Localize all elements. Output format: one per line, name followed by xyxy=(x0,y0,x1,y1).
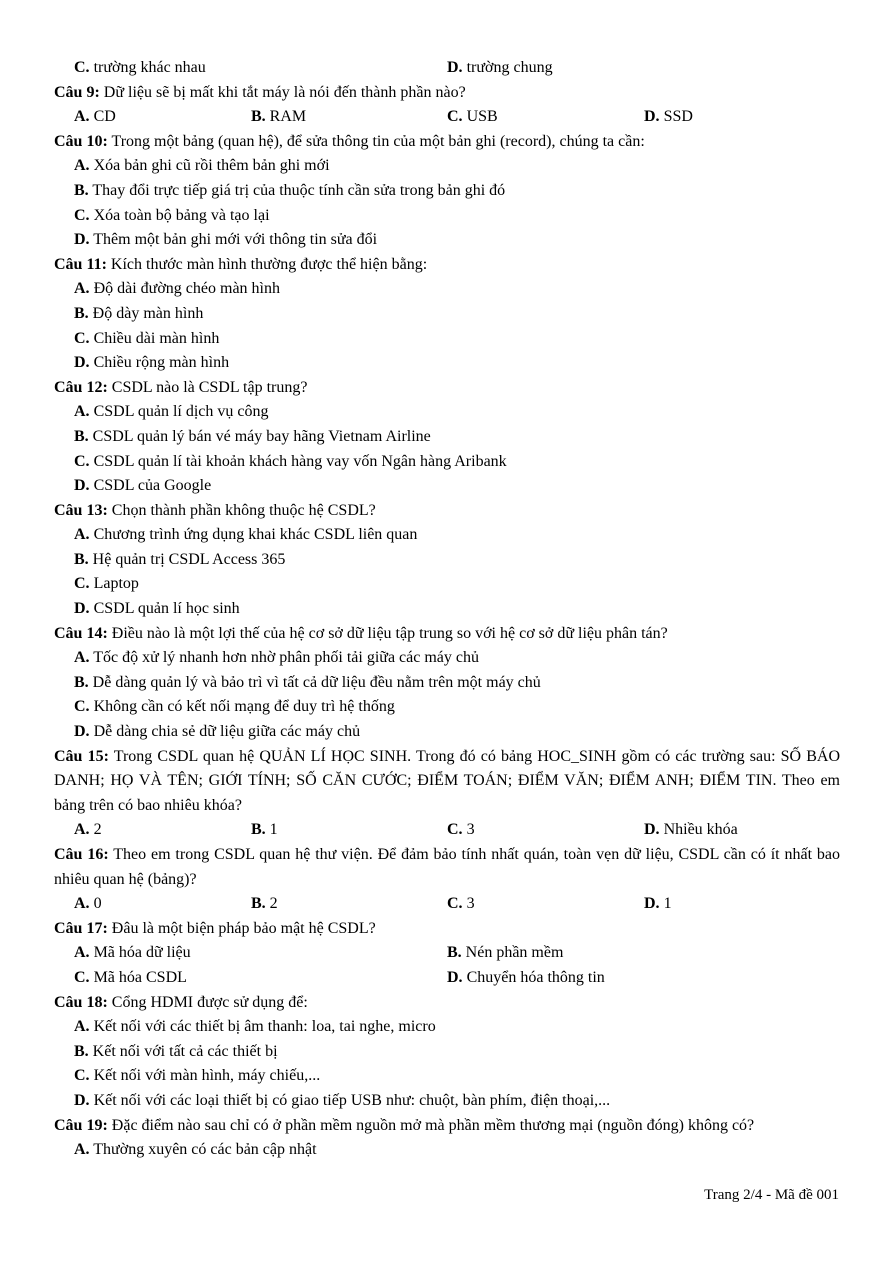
option-b: B. RAM xyxy=(251,108,307,126)
option-c: C. trường khác nhau xyxy=(74,59,206,76)
option-a: A. Xóa bản ghi cũ rồi thêm bản ghi mới xyxy=(74,157,330,175)
option-d: D. SSD xyxy=(644,108,693,126)
option-c: C. 3 xyxy=(447,895,475,913)
option-a: A. Thường xuyên có các bản cập nhật xyxy=(74,1141,317,1159)
option-d: D. Chiều rộng màn hình xyxy=(74,354,230,372)
option-c: C. Xóa toàn bộ bảng và tạo lại xyxy=(74,206,270,224)
option-b: B. 2 xyxy=(251,895,278,913)
option-a: A. 0 xyxy=(74,895,102,913)
option-c: C. CSDL quản lí tài khoản khách hàng vay vốn Ngân hàng Aribank xyxy=(74,452,507,470)
option-b: B. 1 xyxy=(251,821,278,839)
option-b: B. Hệ quản trị CSDL Access 365 xyxy=(74,550,286,568)
option-b: B. Dễ dàng quản lý và bảo trì vì tất cả dữ liệu đều nằm trên một máy chủ xyxy=(74,673,541,691)
option-a: A. Kết nối với các thiết bị âm thanh: loa, tai nghe, micro xyxy=(74,1018,436,1036)
option-d: D. CSDL của Google xyxy=(74,477,212,495)
question-9: Câu 9: Dữ liệu sẽ bị mất khi tắt máy là nói đến thành phần nào? xyxy=(54,83,466,101)
question-11: Câu 11: Kích thước màn hình thường được thể hiện bằng: xyxy=(54,255,428,273)
question-18: Câu 18: Cổng HDMI được sử dụng để: xyxy=(54,993,308,1011)
option-a: A. CSDL quản lí dịch vụ công xyxy=(74,403,269,421)
question-19: Câu 19: Đặc điểm nào sau chỉ có ở phần mềm nguồn mở mà phần mềm thương mại (nguồn đóng) không có? xyxy=(54,1116,755,1134)
page-footer: Trang 2/4 - Mã đề 001 xyxy=(704,1187,839,1203)
question-12: Câu 12: CSDL nào là CSDL tập trung? xyxy=(54,378,308,396)
option-d: D. trường chung xyxy=(447,59,553,76)
option-a: A. Tốc độ xử lý nhanh hơn nhờ phân phối tải giữa các máy chủ xyxy=(74,649,480,667)
option-c: C. Kết nối với màn hình, máy chiếu,... xyxy=(74,1067,321,1085)
option-c: C. Laptop xyxy=(74,575,139,593)
option-a: A. 2 xyxy=(74,821,102,839)
question-16: Câu 16: Theo em trong CSDL quan hệ thư viện. Để đảm bảo tính nhất quán, toàn vẹn dữ liệu, CSDL cần có ít nhất bao nhiêu quan hệ (bảng)? xyxy=(54,846,841,888)
question-10: Câu 10: Trong một bảng (quan hệ), để sửa thông tin của một bản ghi (record), chúng ta cần: xyxy=(54,132,645,150)
exam-page xyxy=(54,56,840,1163)
option-c: C. Không cần có kết nối mạng để duy trì hệ thống xyxy=(74,698,395,716)
question-13: Câu 13: Chọn thành phần không thuộc hệ CSDL? xyxy=(54,501,376,519)
option-b: B. CSDL quản lý bán vé máy bay hãng Vietnam Airline xyxy=(74,427,431,445)
question-17: Câu 17: Đâu là một biện pháp bảo mật hệ CSDL? xyxy=(54,919,376,937)
question-14: Câu 14: Điều nào là một lợi thế của hệ cơ sở dữ liệu tập trung so với hệ cơ sở dữ liệu phân tán? xyxy=(54,624,668,642)
question-17-options-ab xyxy=(54,941,840,966)
option-d: D. 1 xyxy=(644,895,672,913)
option-c: C. USB xyxy=(447,108,498,126)
option-c: C. Chiều dài màn hình xyxy=(74,329,220,347)
option-c: C. Mã hóa CSDL xyxy=(74,968,187,986)
option-d: D. Chuyển hóa thông tin xyxy=(447,968,605,986)
option-b: B. Nén phần mềm xyxy=(447,944,564,962)
question-17-options-cd xyxy=(54,966,840,991)
question-16-options xyxy=(54,892,840,917)
option-a: A. Mã hóa dữ liệu xyxy=(74,944,191,962)
option-a: A. Độ dài đường chéo màn hình xyxy=(74,280,280,298)
option-b: B. Kết nối với tất cả các thiết bị xyxy=(74,1042,278,1060)
option-d: D. Nhiều khóa xyxy=(644,821,738,839)
option-d: D. Dễ dàng chia sẻ dữ liệu giữa các máy chủ xyxy=(74,723,361,741)
option-d: D. Kết nối với các loại thiết bị có giao tiếp USB như: chuột, bàn phím, điện thoại,... xyxy=(74,1091,611,1109)
question-15: Câu 15: Trong CSDL quan hệ QUẢN LÍ HỌC SINH. Trong đó có bảng HOC_SINH gồm có các trường sau: SỐ BÁO DANH; HỌ VÀ TÊN; GIỚI TÍNH; SỐ CĂN CƯỚC; ĐIỂM TOÁN; ĐIỂM VĂN; ĐIỂM ANH; ĐIỂM TIN. Theo em bảng trên có bao nhiêu khóa? xyxy=(54,747,841,814)
option-c: C. 3 xyxy=(447,821,475,839)
options-row-prev-question xyxy=(54,56,840,81)
question-15-options xyxy=(54,818,840,843)
option-a: A. CD xyxy=(74,108,116,126)
option-d: D. Thêm một bản ghi mới với thông tin sửa đổi xyxy=(74,231,378,249)
option-a: A. Chương trình ứng dụng khai khác CSDL liên quan xyxy=(74,526,418,544)
question-9-options xyxy=(54,105,840,130)
option-b: B. Thay đổi trực tiếp giá trị của thuộc tính cần sửa trong bản ghi đó xyxy=(74,181,506,199)
option-d: D. CSDL quản lí học sinh xyxy=(74,600,240,618)
option-b: B. Độ dày màn hình xyxy=(74,304,204,322)
